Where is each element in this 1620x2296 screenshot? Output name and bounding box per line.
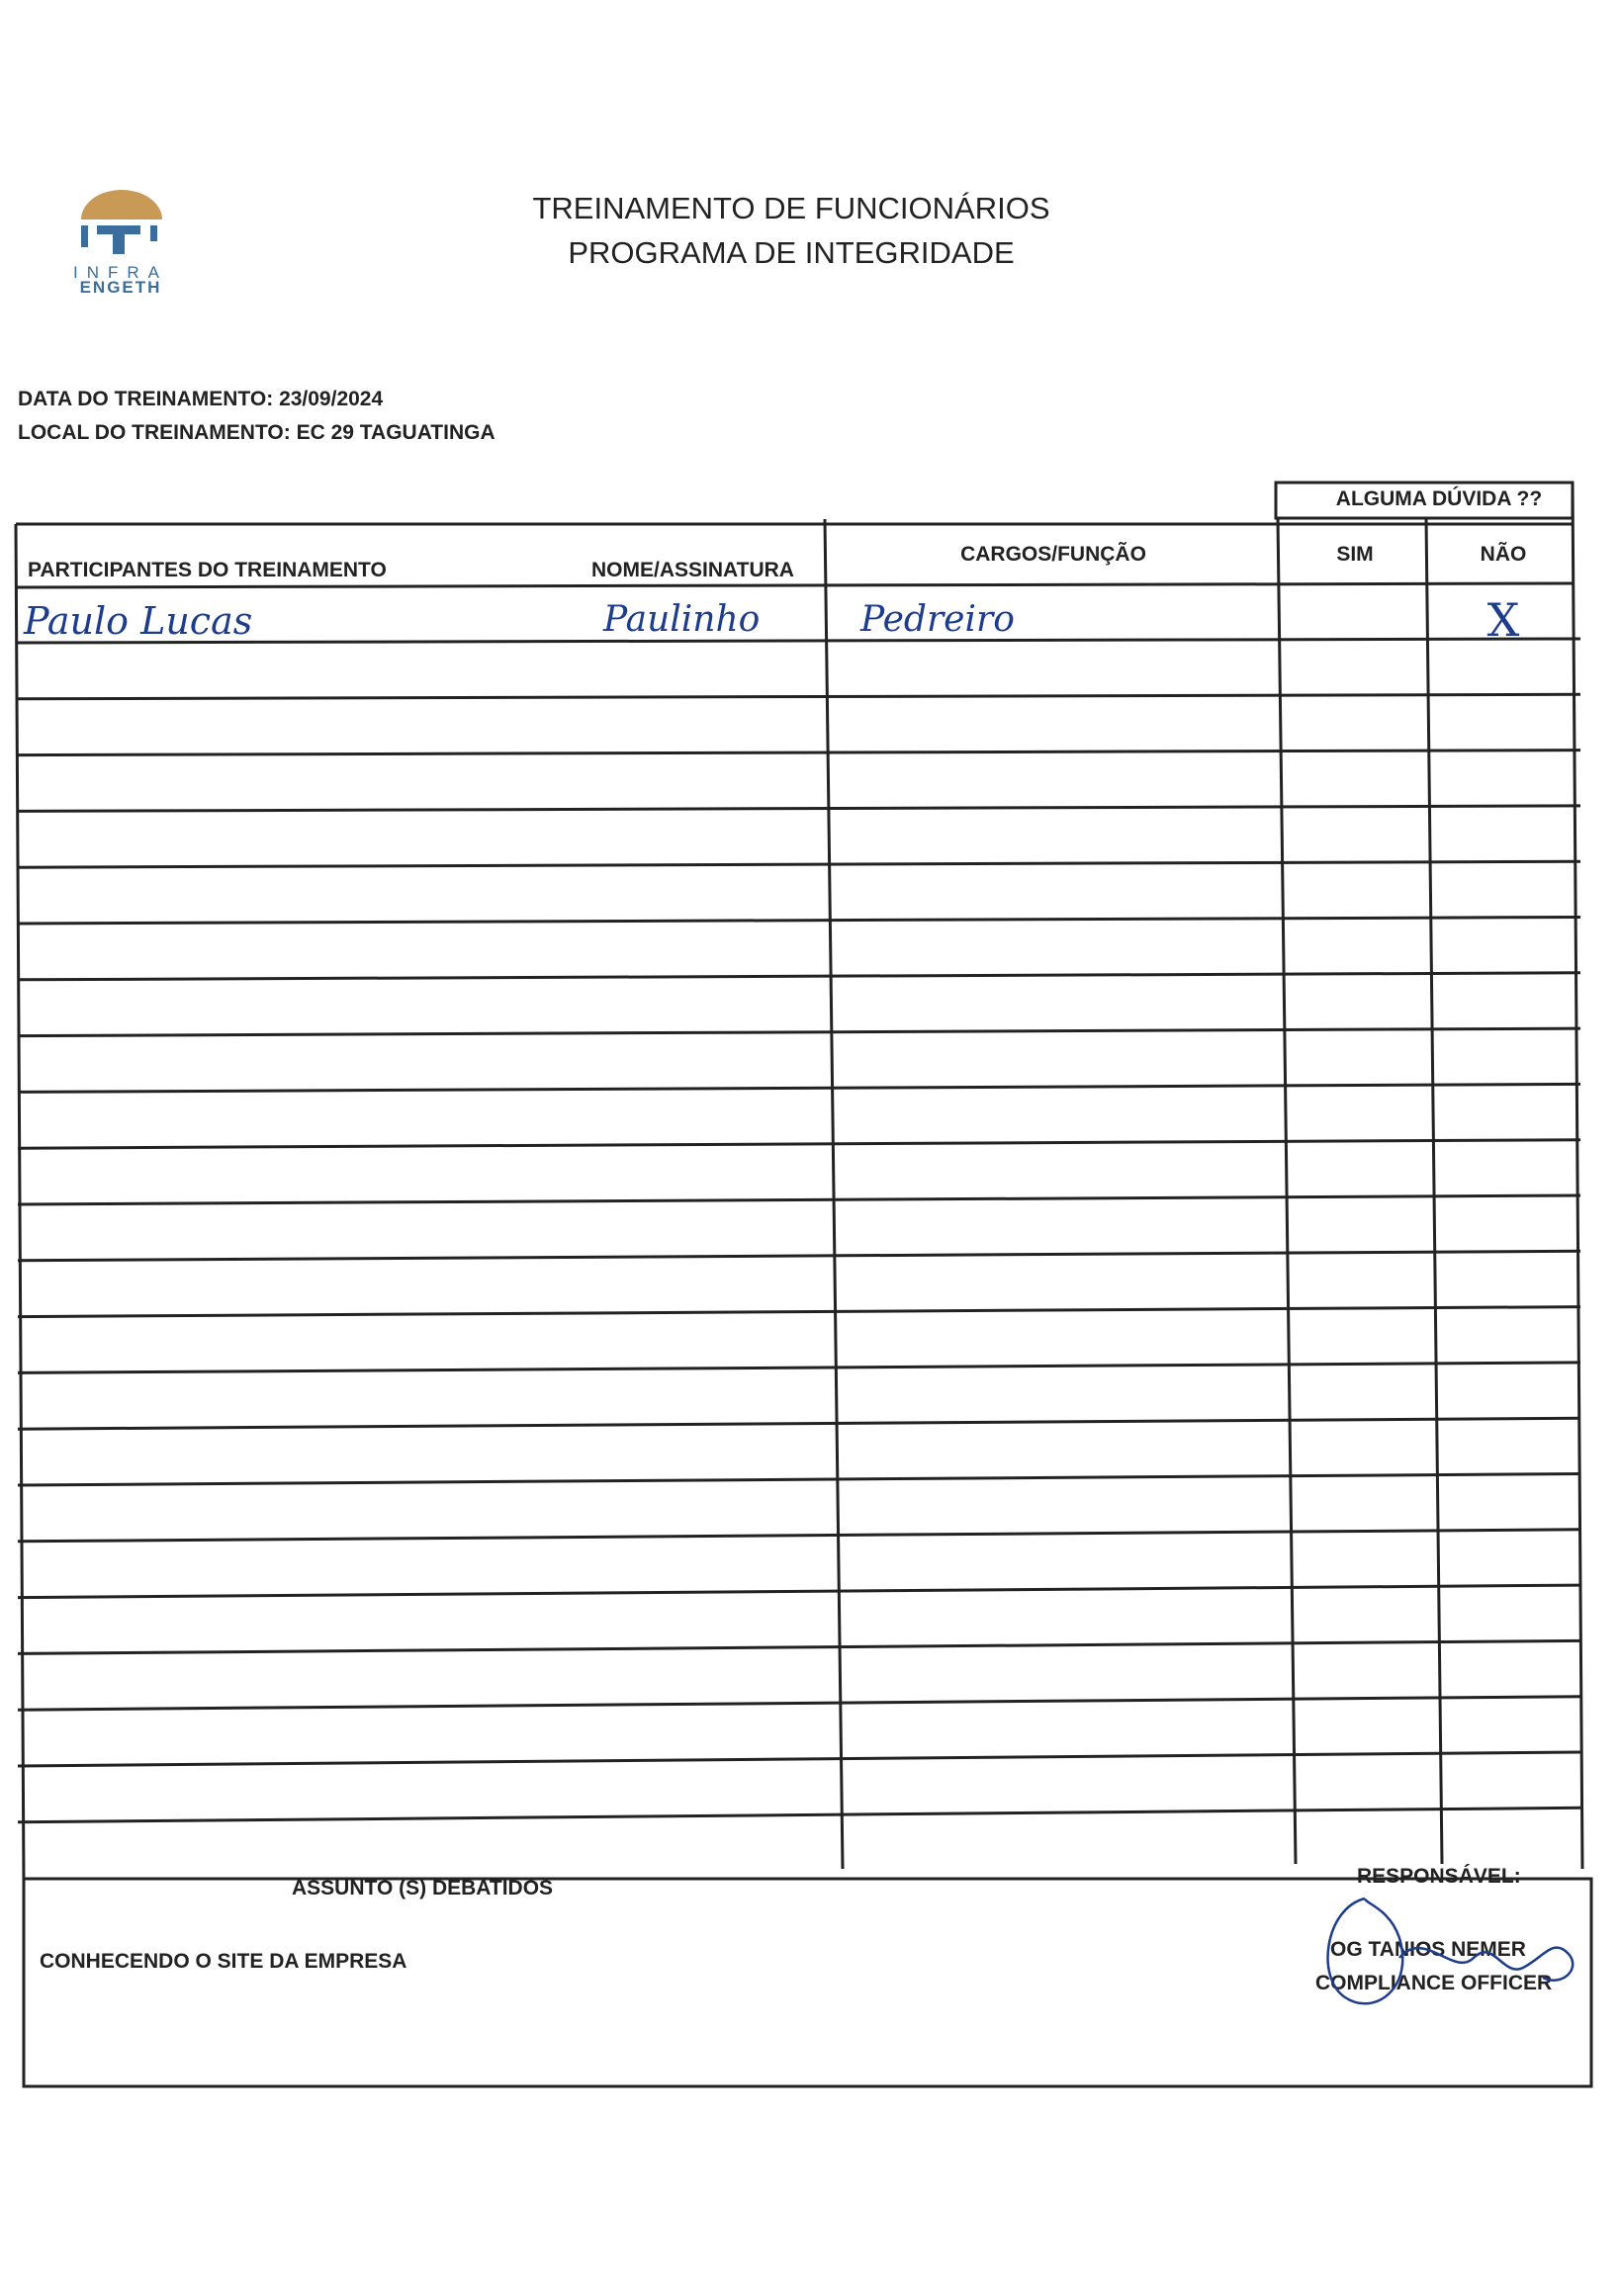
row-divider-17 [18, 1530, 1580, 1542]
row-divider-6 [18, 918, 1580, 925]
row-1-no-mark: X [1486, 593, 1520, 647]
row-divider-3 [18, 751, 1580, 755]
row-divider-8 [18, 1028, 1580, 1036]
row-divider-10 [18, 1140, 1580, 1149]
header-divider [16, 583, 1573, 587]
row-divider-18 [18, 1585, 1580, 1598]
responsible-role: COMPLIANCE OFFICER [1315, 1972, 1553, 1994]
location-label: LOCAL DO TREINAMENTO: [18, 421, 291, 444]
row-divider-16 [18, 1474, 1580, 1486]
row-divider-9 [18, 1084, 1580, 1092]
responsible-signature [1305, 1859, 1592, 2027]
col-header-yes: SIM [1336, 543, 1374, 566]
row-divider-21 [18, 1752, 1580, 1766]
row-divider-12 [18, 1251, 1580, 1261]
row-1-signature: Paulinho [603, 599, 761, 640]
row-divider-4 [18, 806, 1580, 812]
row-divider-5 [18, 861, 1580, 867]
responsible-label: RESPONSÁVEL: [1357, 1865, 1521, 1888]
row-divider-14 [18, 1363, 1580, 1373]
col-header-no: NÃO [1480, 543, 1527, 566]
subjects-label: ASSUNTO (S) DEBATIDOS [292, 1877, 554, 1899]
row-1-role: Pedreiro [860, 599, 1015, 640]
title-line-2: PROGRAMA DE INTEGRIDADE [568, 235, 1015, 270]
row-divider-11 [18, 1195, 1580, 1204]
row-divider-19 [18, 1640, 1580, 1653]
row-divider-2 [18, 694, 1580, 699]
responsible-name: OG TANIOS NEMER [1330, 1938, 1526, 1961]
location-value: EC 29 TAGUATINGA [296, 421, 495, 444]
row-divider-7 [18, 973, 1580, 980]
col-header-participants: PARTICIPANTES DO TREINAMENTO [28, 559, 387, 581]
date-value: 23/09/2024 [279, 388, 384, 410]
date-label: DATA DO TREINAMENTO: [18, 388, 274, 410]
logo-text-engeth: ENGETH [79, 278, 162, 297]
row-1-participant: Paulo Lucas [24, 599, 253, 643]
row-divider-20 [18, 1697, 1580, 1711]
col-header-role: CARGOS/FUNÇÃO [960, 543, 1146, 566]
row-divider-13 [18, 1307, 1580, 1317]
row-divider-22 [18, 1808, 1580, 1822]
subjects-value: CONHECENDO O SITE DA EMPRESA [40, 1950, 407, 1973]
group-header-doubts: ALGUMA DÚVIDA ?? [1335, 487, 1543, 510]
title-line-1: TREINAMENTO DE FUNCIONÁRIOS [532, 191, 1050, 225]
logo-text-infra: INFRA [73, 263, 168, 282]
row-divider-15 [18, 1418, 1580, 1429]
col-header-name-signature: NOME/ASSINATURA [591, 559, 794, 581]
